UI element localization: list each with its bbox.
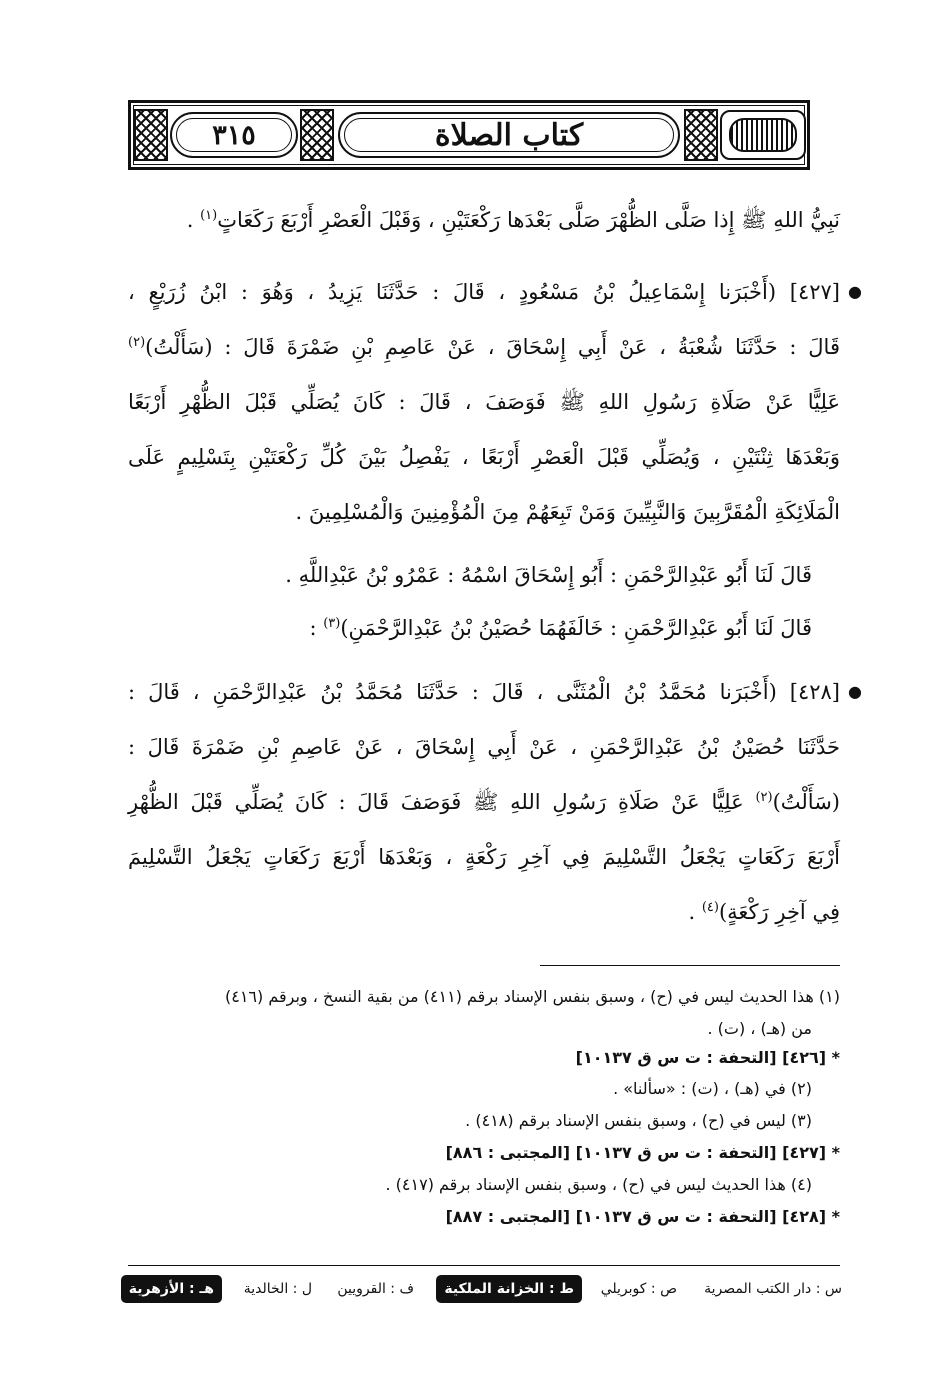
hadith-427-line: ● [٤٢٧] (أَخْبَرَنا إِسْمَاعِيلُ بْنُ مَسْعُودٍ ، قَالَ : حَدَّثَنَا يَزِيدُ ، وَهُوَ : ابْنُ زُرَيْعٍ ، <box>128 272 840 312</box>
footnote: (٤) هذا الحديث ليس في (ح) ، وسبق بنفس الإسناد برقم (٤١٧) . <box>385 1175 812 1194</box>
ornament-knot-icon <box>134 109 168 161</box>
main-text <box>128 200 862 960</box>
footnote: (١) هذا الحديث ليس في (ح) ، وسبق بنفس الإسناد برقم (٤١١) من بقية النسخ ، وبرقم (٤١٦) <box>224 987 840 1006</box>
hadith-428-line: ● [٤٢٨] (أَخْبَرَنا مُحَمَّدُ بْنُ الْمُثَنَّى ، قَالَ : حَدَّثَنَا مُحَمَّدُ بْنُ عَبْدِالرَّحْمَنِ ، قَالَ : <box>128 672 840 712</box>
footnote: من (هـ) ، (ت) . <box>707 1019 812 1038</box>
footnote-marker: (١) <box>200 208 218 223</box>
sigla-item: ل : الخالدية <box>243 1281 312 1297</box>
text-line: نَبِيُّ اللهِ ﷺ إِذا صَلَّى الظُّهْرَ صَلَّى بَعْدَها رَكْعَتَيْنِ ، وَقَبْلَ الْعَصْرِ أَرْبَعَ رَكَعَاتٍ$^{(١)}$ . <box>186 208 840 232</box>
sigla-rule <box>128 1265 840 1266</box>
sigla-item-highlighted: ط : الخزانة الملكية <box>436 1275 582 1303</box>
takhrij-note: * [٤٢٧] [التحفة : ت س ق ١٠١٣٧] [المجتبى : ٨٨٦] <box>445 1143 840 1162</box>
page-number-oval <box>170 112 298 158</box>
text-line: قَالَ لَنَا أَبُو عَبْدِالرَّحْمَنِ : خَالَفَهُمَا حُصَيْنُ بْنُ عَبْدِالرَّحْمَنِ)$^{(٣)}$ : <box>309 616 812 640</box>
bullet-icon: ● <box>848 682 862 701</box>
text-line: الْمَلَائِكَةِ الْمُقَرَّبِينَ وَالنَّبِيِّينَ وَمَنْ تَبِعَهُمْ مِنَ الْمُؤْمِنِينَ وَالْمُسْلِمِينَ . <box>295 500 840 524</box>
sigla-item-highlighted: هـ : الأزهرية <box>121 1275 222 1303</box>
footnote-marker: (٤) <box>701 900 719 915</box>
page-number: ٣١٥ <box>212 119 256 151</box>
takhrij-note: * [٤٢٦] [التحفة : ت س ق ١٠١٣٧] <box>575 1048 840 1067</box>
chapter-title-oval <box>338 112 680 158</box>
footnote-marker: (٣) <box>323 616 341 631</box>
text-line: قَالَ لَنَا أَبُو عَبْدِالرَّحْمَنِ : أَبُو إِسْحَاقَ اسْمُهُ : عَمْرُو بْنُ عَبْدِاللَّهِ . <box>285 563 812 587</box>
ornament-knot-icon <box>684 109 718 161</box>
text-line: أَرْبَعَ رَكَعَاتٍ يَجْعَلُ التَّسْلِيمَ فِي آخِرِ رَكْعَةٍ ، وَبَعْدَهَا أَرْبَعَ رَكَعَاتٍ يَجْعَلُ التَّسْلِيمَ <box>128 845 840 869</box>
takhrij-note: * [٤٢٨] [التحفة : ت س ق ١٠١٣٧] [المجتبى : ٨٨٧] <box>445 1207 840 1226</box>
chapter-title: كتاب الصلاة <box>434 117 584 153</box>
footnote-marker: (٢) <box>128 335 146 350</box>
text-line: قَالَ : حَدَّثَنَا شُعْبَةُ ، عَنْ أَبِي إِسْحَاقَ ، عَنْ عَاصِمِ بْنِ ضَمْرَةَ قَالَ : (سَأَلْتُ)$^{(٢)}$ <box>128 335 840 359</box>
page-header <box>128 100 810 170</box>
footnote-marker: (٢) <box>755 790 773 805</box>
book-emblem-icon <box>720 110 806 160</box>
footnote: (٢) في (هـ) ، (ت) : «سألنا» . <box>613 1079 812 1098</box>
footnote-divider <box>540 965 840 966</box>
text-line: حَدَّثَنَا حُصَيْنُ بْنُ عَبْدِالرَّحْمَنِ ، عَنْ أَبِي إِسْحَاقَ ، عَنْ عَاصِمِ بْنِ ضَمْرَةَ قَالَ : <box>128 735 840 759</box>
sigla-item: ص : كوبريلي <box>600 1281 677 1297</box>
sigla-item: ف : القرويين <box>337 1281 414 1297</box>
ornament-knot-icon <box>300 109 334 161</box>
text-line: وَبَعْدَهَا ثِنْتَيْنِ ، وَيُصَلِّي قَبْلَ الْعَصْرِ أَرْبَعًا ، يَفْصِلُ بَيْنَ كُلِّ رَكْعَتَيْنِ بِتَسْلِيمٍ عَلَى <box>128 445 840 469</box>
footnote: (٣) ليس في (ح) ، وسبق بنفس الإسناد برقم (٤١٨) . <box>465 1111 812 1130</box>
text-line: (سَأَلْتُ)$^{(٢)}$ عَلِيًّا عَنْ صَلَاةِ رَسُولِ اللهِ ﷺ فَوَصَفَ قَالَ : كَانَ يُصَلِّي قَبْلَ الظُّهْرِ <box>128 790 840 814</box>
sigla-item: س : دار الكتب المصرية <box>704 1281 842 1297</box>
text-line: عَلِيًّا عَنْ صَلَاةِ رَسُولِ اللهِ ﷺ فَوَصَفَ ، قَالَ : كَانَ يُصَلِّي قَبْلَ الظُّهْرِ أَرْبَعًا <box>128 390 840 414</box>
bullet-icon: ● <box>848 282 862 301</box>
text-line: فِي آخِرِ رَكْعَةٍ)$^{(٤)}$ . <box>688 900 840 924</box>
